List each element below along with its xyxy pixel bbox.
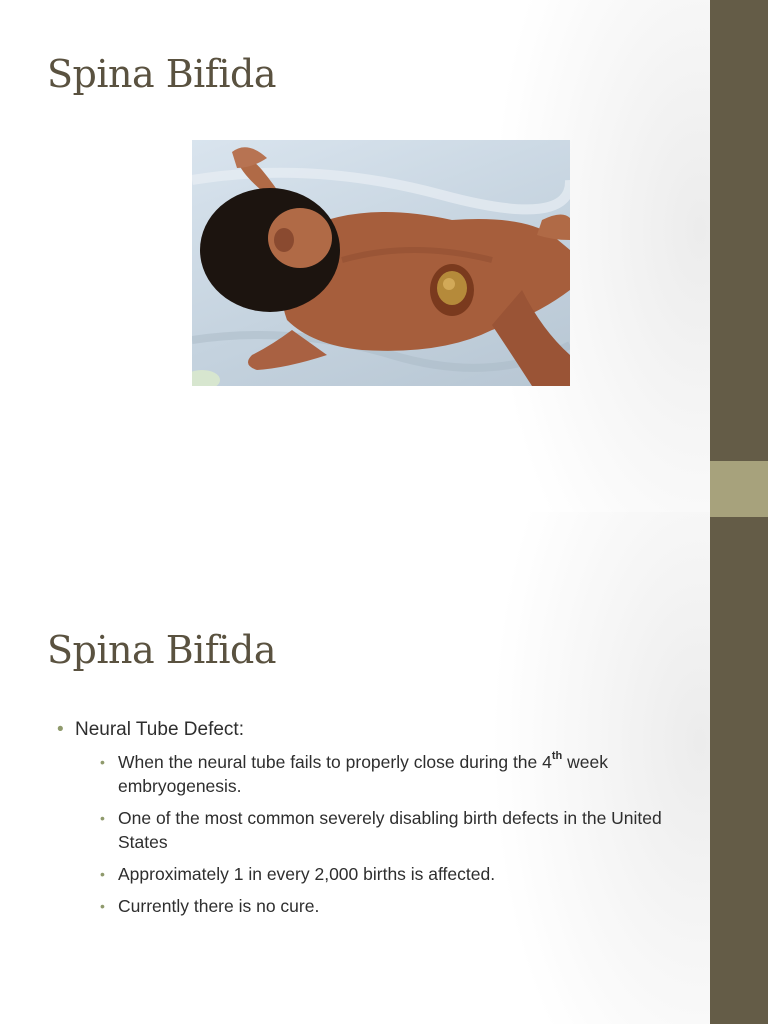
sub-bullet-text: Currently there is no cure. — [118, 896, 320, 916]
bullet-item — [57, 718, 687, 918]
sidebar-accent-block — [710, 461, 768, 517]
sub-bullet-text-cont: week embryogenesis. — [118, 752, 608, 796]
sub-bullet-text: When the neural tube fails to properly close during the 4 — [118, 752, 552, 772]
sub-bullet-text: Approximately 1 in every 2,000 births is affected. — [118, 864, 496, 884]
slide-2 — [0, 512, 710, 1024]
bullet-text: Neural Tube Defect: — [75, 719, 244, 740]
bullet-list — [57, 718, 687, 926]
slide-title: Spina Bifida — [47, 628, 276, 672]
sub-bullet-text: One of the most common severely disabling birth defects in the United States — [118, 808, 662, 852]
slide-title: Spina Bifida — [47, 52, 276, 96]
sub-bullet-item — [100, 750, 687, 798]
sub-bullet-item — [100, 862, 687, 886]
superscript: th — [551, 750, 563, 763]
infant-photo — [192, 140, 570, 386]
theme-sidebar — [710, 0, 768, 1024]
sub-bullet-item — [100, 894, 687, 918]
sub-bullet-item — [100, 806, 687, 854]
sub-bullet-list — [75, 750, 687, 918]
slide-1 — [0, 0, 710, 512]
